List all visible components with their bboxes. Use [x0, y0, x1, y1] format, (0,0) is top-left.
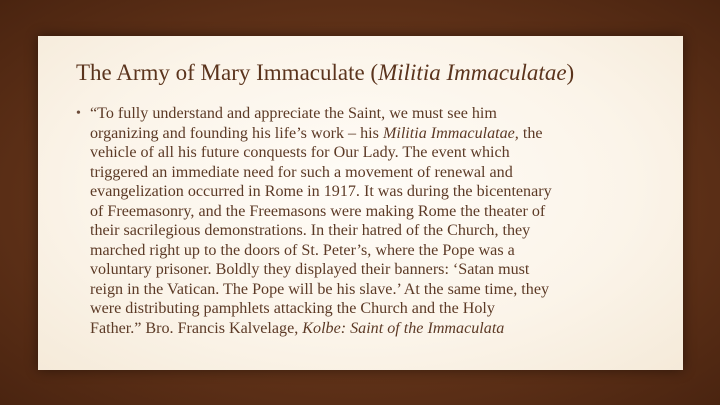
- bullet-icon: •: [76, 106, 81, 121]
- quote-text-segment: Father.” Bro. Francis Kalvelage,: [90, 319, 303, 337]
- quote-text-segment: triggered an immediate need for such a movement of renewal and: [90, 163, 513, 181]
- quote-line: [90, 221, 676, 241]
- quote-text-segment: the: [518, 124, 543, 142]
- quote-text-segment: were distributing pamphlets attacking the Church and the Holy: [90, 300, 495, 317]
- quote-line: [90, 143, 676, 163]
- quote-text-segment: “To fully understand and appreciate the Saint, we must see him: [90, 105, 497, 122]
- quote-line: [90, 163, 676, 183]
- quote-italic-text: Militia Immaculatae,: [382, 124, 519, 142]
- quote-line: [90, 202, 676, 222]
- quote-line: [90, 260, 676, 280]
- quote-line: [90, 319, 676, 339]
- quote-text-segment: of Freemasonry, and the Freemasons were making Rome the theater of: [90, 202, 546, 220]
- quote-line: [90, 280, 676, 300]
- quote-line: [90, 124, 676, 144]
- quote-text-segment: reign in the Vatican. The Pope will be his slave.’ At the same time, they: [90, 280, 550, 298]
- quote-text-segment: their sacrilegious demonstrations. In their hatred of the Church, they: [90, 222, 531, 239]
- quote-text-segment: marched right up to the doors of St. Peter’s, where the Pope was a: [90, 241, 515, 259]
- title-main: The Army of Mary Immaculate (: [76, 60, 379, 85]
- quote-italic-text: Kolbe: Saint of the Immaculata: [302, 319, 505, 337]
- quote-text-segment: organizing and founding his life’s work – his: [90, 124, 383, 142]
- quote-text-segment: voluntary prisoner. Boldly they displayed their banners: ‘Satan must: [90, 261, 530, 278]
- quote-line: [90, 104, 676, 124]
- quote-text: [90, 104, 676, 338]
- quote-line: [90, 182, 676, 202]
- slide-title: [76, 60, 574, 86]
- quote-line: [90, 241, 676, 261]
- quote-text-segment: vehicle of all his future conquests for Our Lady. The event which: [90, 144, 510, 161]
- quote-text-segment: evangelization occurred in Rome in 1917. It was during the bicentenary: [90, 183, 552, 200]
- title-italic: Militia Immaculatae: [378, 60, 567, 85]
- slide-body: [76, 104, 676, 338]
- quote-line: [90, 299, 676, 319]
- title-close: ): [566, 60, 575, 85]
